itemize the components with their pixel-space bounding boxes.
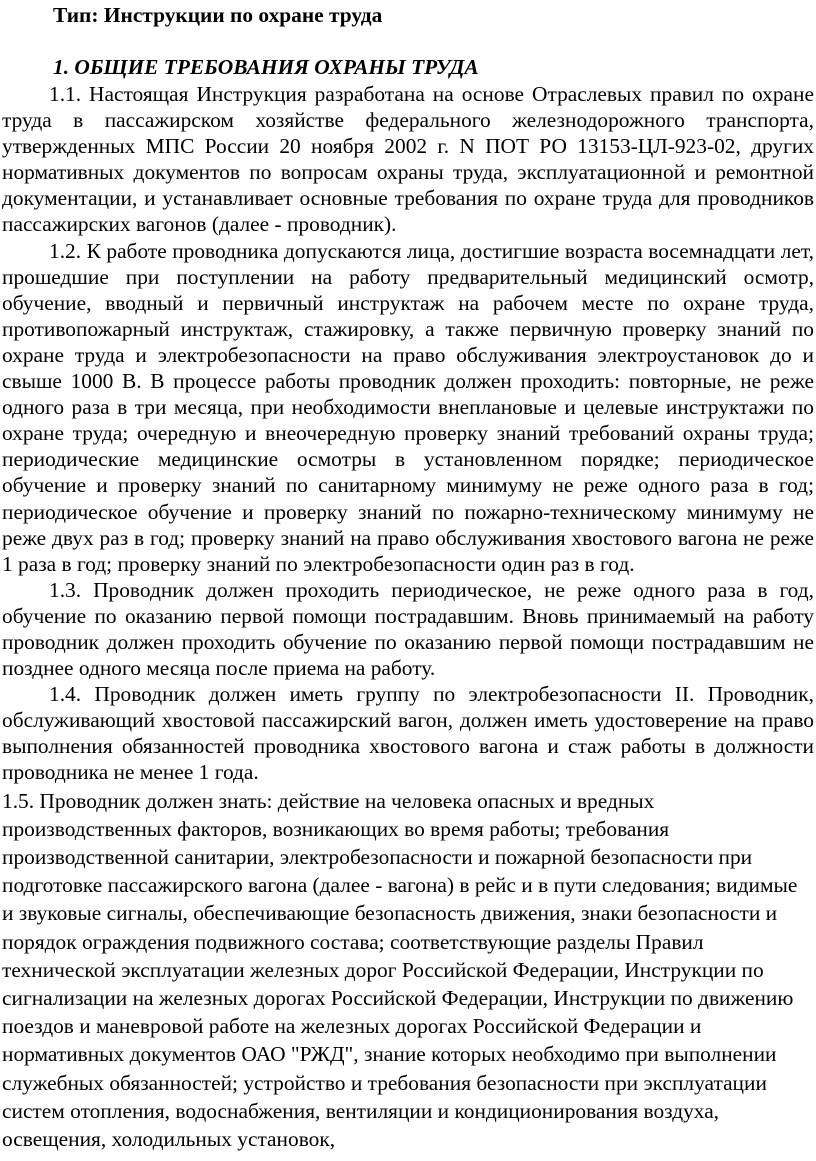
- paragraph-1-2: 1.2. К работе проводника допускаются лица, достигшие возраста восемнадцати лет, прошедшие при поступлении на работу предварительный медицинский осмотр, обучение, вводный и первичный инструктаж на рабочем месте по охране труда, противопожарный инструктаж, стажировку, а также первичную проверку знаний по охране труда и электробезопасности на право обслуживания электроустановок до и свыше 1000 В. В процессе работы проводник должен проходить: повторные, не реже одного раза в три месяца, при необходимости внеплановые и целевые инструктажи по охране труда; очередную и внеочередную проверку знаний требований охраны труда; периодические медицинские осмотры в установленном порядке; периодическое обучение и проверку знаний по санитарному минимуму не реже одного раза в год; периодическое обучение и проверку знаний по пожарно-техническому минимуму не реже двух раз в год; проверку знаний на право обслуживания хвостового вагона не реже 1 раза в год; проверку знаний по электробезопасности один раз в год.: [2, 238, 814, 576]
- paragraph-1-3: 1.3. Проводник должен проходить периодическое, не реже одного раза в год, обучение по оказанию первой помощи пострадавшим. Вновь принимаемый на работу проводник должен проходить обучение по оказанию первой помощи пострадавшим не позднее одного месяца после приема на работу.: [2, 577, 814, 681]
- document-page: [2, 0, 814, 1153]
- paragraph-1-1: 1.1. Настоящая Инструкция разработана на основе Отраслевых правил по охране труда в пассажирском хозяйстве федерального железнодорожного транспорта, утвержденных МПС России 20 ноября 2002 г. N ПОТ РО 13153-ЦЛ-923-02, других нормативных документов по вопросам охраны труда, эксплуатационной и ремонтной документации, и устанавливает основные требования по охране труда для проводников пассажирских вагонов (далее - проводник).: [2, 82, 814, 237]
- paragraph-1-5: 1.5. Проводник должен знать: действие на человека опасных и вредных производственных факторов, возникающих во время работы; требования производственной санитарии, электробезопасности и пожарной безопасности при подготовке пассажирского вагона (далее - вагона) в рейс и в пути следования; видимые и звуковые сигналы, обеспечивающие безопасность движения, знаки безопасности и порядок ограждения подвижного состава; соответствующие разделы Правил технической эксплуатации железных дорог Российской Федерации, Инструкции по сигнализации на железных дорогах Российской Федерации, Инструкции по движению поездов и маневровой работе на железных дорогах Российской Федерации и нормативных документов ОАО "РЖД", знание которых необходимо при выполнении служебных обязанностей; устройство и требования безопасности при эксплуатации систем отопления, водоснабжения, вентиляции и кондиционирования воздуха, освещения, холодильных установок,: [2, 788, 798, 1151]
- document-type-line: Тип: Инструкции по охране труда: [53, 3, 383, 27]
- section-title: 1. ОБЩИЕ ТРЕБОВАНИЯ ОХРАНЫ ТРУДА: [53, 55, 479, 79]
- paragraph-1-4: 1.4. Проводник должен иметь группу по электробезопасности II. Проводник, обслуживающий хвостовой пассажирский вагон, должен иметь удостоверение на право выполнения обязанностей проводника хвостового вагона и стаж работы в должности проводника не менее 1 года.: [2, 682, 814, 785]
